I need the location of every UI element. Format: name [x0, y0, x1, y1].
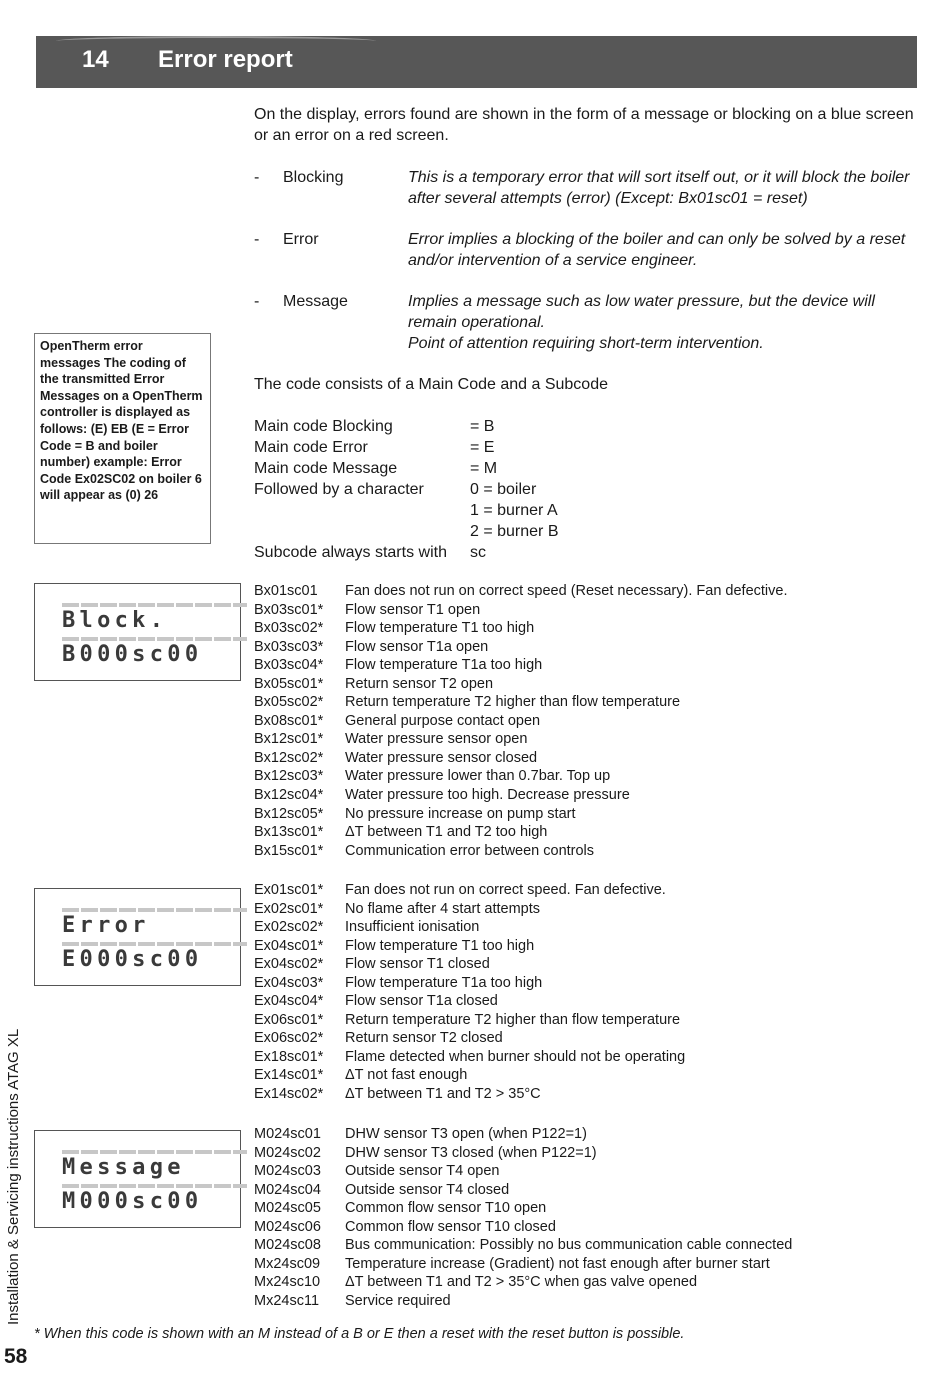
code-description: Service required: [345, 1292, 451, 1309]
code-row: [254, 1029, 914, 1048]
code-description: Return temperature T2 higher than flow temperature: [345, 694, 681, 711]
code-row: [254, 1011, 914, 1030]
code-row: [254, 881, 914, 900]
code-id: M024sc06: [254, 1218, 321, 1235]
definition-desc: This is a temporary error that will sort itself out, or it will block the boiler after several attempts (error) (Except: Bx01sc01 = reset): [408, 169, 910, 207]
lcd-cell-strip: [62, 603, 247, 607]
code-id: M024sc08: [254, 1237, 321, 1254]
code-id: M024sc05: [254, 1200, 321, 1217]
code-id: Bx05sc02*: [254, 694, 324, 711]
lcd-cell-strip: [62, 1150, 247, 1154]
code-row: [254, 693, 914, 712]
code-row: [254, 1292, 914, 1311]
code-id: Ex04sc03*: [254, 974, 324, 991]
code-row: [254, 749, 914, 768]
code-row: [254, 937, 914, 956]
code-description: Flow temperature T1a too high: [345, 657, 543, 674]
lcd-error-display: [34, 888, 241, 986]
code-id: Bx03sc04*: [254, 657, 324, 674]
code-id: M024sc04: [254, 1181, 321, 1198]
main-code-value: = M: [470, 460, 498, 477]
opentherm-note: OpenTherm error messages The coding of the transmitted Error Messages on a OpenTherm controller is displayed as follows: (E) EB (E = Error Code = B and boiler number) example: Error Code Ex02SC02 on boiler 6 will appear as (0) 26: [34, 333, 211, 544]
code-description: ΔT not fast enough: [345, 1067, 468, 1084]
code-description: Flow sensor T1 open: [345, 601, 481, 618]
lcd-cell-strip: [62, 908, 247, 912]
code-description: Outside sensor T4 open: [345, 1163, 500, 1180]
code-id: Ex18sc01*: [254, 1048, 324, 1065]
code-description: No flame after 4 start attempts: [345, 900, 541, 917]
code-row: [254, 1199, 914, 1218]
code-row: [254, 992, 914, 1011]
code-id: Ex14sc01*: [254, 1067, 324, 1084]
code-description: Water pressure too high. Decrease pressure: [345, 787, 630, 804]
page-number: 58: [4, 1345, 28, 1368]
code-description: Flow sensor T1 closed: [345, 956, 490, 973]
code-id: Ex04sc04*: [254, 993, 324, 1010]
code-id: Bx12sc01*: [254, 731, 324, 748]
footnote: * When this code is shown with an M instead of a B or E then a reset with the reset button is possible.: [34, 1326, 685, 1342]
code-id: Bx12sc02*: [254, 749, 324, 766]
main-code-value: 1 = burner A: [470, 502, 558, 519]
definition-desc: Error implies a blocking of the boiler and can only be solved by a reset and/or intervention of a service engineer.: [408, 231, 906, 269]
code-description: Flow sensor T1a open: [345, 638, 489, 655]
main-code-label: Followed by a character: [254, 481, 424, 498]
code-description: Flow temperature T1 too high: [345, 937, 535, 954]
definition-desc-part: Point of attention requiring short-term intervention.: [408, 335, 764, 352]
lcd-line: B000sc00: [62, 642, 203, 667]
code-id: Bx15sc01*: [254, 842, 324, 859]
definition-term: Message: [283, 293, 348, 310]
code-id: M024sc03: [254, 1163, 321, 1180]
code-id: Bx03sc02*: [254, 620, 324, 637]
code-description: Bus communication: Possibly no bus communication cable connected: [345, 1237, 793, 1254]
code-id: Ex04sc01*: [254, 937, 324, 954]
code-description: Fan does not run on correct speed. Fan defective.: [345, 882, 666, 898]
definition-term: Blocking: [283, 169, 344, 186]
main-code-label: Subcode always starts with: [254, 544, 447, 561]
code-row: [254, 582, 914, 601]
code-row: [254, 918, 914, 937]
section-title: Error report: [158, 46, 293, 73]
code-description: Flow sensor T1a closed: [345, 993, 498, 1010]
code-row: [254, 730, 914, 749]
main-code-value: 0 = boiler: [470, 481, 537, 498]
code-id: Mx24sc09: [254, 1255, 321, 1272]
code-id: M024sc01: [254, 1126, 321, 1142]
lcd-line: Message: [62, 1155, 185, 1180]
code-description: Temperature increase (Gradient) not fast enough after burner start: [345, 1255, 770, 1272]
main-code-row: [254, 479, 654, 500]
code-description: Communication error between controls: [345, 842, 595, 859]
lcd-line: Block.: [62, 608, 168, 633]
code-description: Return sensor T2 closed: [345, 1030, 503, 1047]
message-code-list: [254, 1125, 914, 1310]
code-id: Bx12sc04*: [254, 787, 324, 804]
main-code-label: Main code Blocking: [254, 418, 393, 435]
lcd-blocking-display: [34, 583, 241, 681]
code-description: ΔT between T1 and T2 too high: [345, 824, 548, 841]
code-description: Outside sensor T4 closed: [345, 1181, 510, 1198]
main-code-value: = B: [470, 418, 495, 435]
code-row: [254, 900, 914, 919]
code-id: Bx08sc01*: [254, 712, 324, 729]
code-description: DHW sensor T3 open (when P122=1): [345, 1126, 587, 1142]
main-code-value: = E: [470, 439, 495, 456]
code-row: [254, 1085, 914, 1104]
code-id: Bx12sc05*: [254, 805, 324, 822]
code-id: M024sc02: [254, 1144, 321, 1161]
code-description: Return sensor T2 open: [345, 675, 494, 692]
main-code-row: [254, 458, 654, 479]
code-row: [254, 712, 914, 731]
code-description: DHW sensor T3 closed (when P122=1): [345, 1144, 597, 1161]
code-id: Ex02sc01*: [254, 900, 324, 917]
code-description: General purpose contact open: [345, 712, 541, 729]
code-row: [254, 823, 914, 842]
code-description: Return temperature T2 higher than flow temperature: [345, 1011, 681, 1028]
code-id: Ex04sc02*: [254, 956, 324, 973]
lcd-line: M000sc00: [62, 1189, 203, 1214]
definition-term: Error: [283, 231, 319, 248]
code-row: [254, 974, 914, 993]
code-row: [254, 601, 914, 620]
code-row: [254, 1181, 914, 1200]
main-code-row: [254, 416, 654, 437]
side-label: Installation & Servicing instructions ATAG XL: [5, 1028, 22, 1325]
code-id: Ex06sc01*: [254, 1011, 324, 1028]
code-row: [254, 1162, 914, 1181]
main-code-value: 2 = burner B: [470, 523, 559, 540]
code-row: [254, 675, 914, 694]
code-row: [254, 1218, 914, 1237]
main-code-row: [254, 437, 654, 458]
lcd-cell-strip: [62, 1184, 247, 1188]
main-code-label: Main code Error: [254, 439, 368, 456]
blocking-code-list: [254, 582, 914, 860]
main-code-row: [254, 542, 654, 563]
code-id: Bx13sc01*: [254, 824, 324, 841]
error-code-list: [254, 881, 914, 1104]
code-description: Flame detected when burner should not be operating: [345, 1048, 686, 1065]
main-code-row: [254, 500, 654, 521]
code-row: [254, 1236, 914, 1255]
code-description: Water pressure sensor closed: [345, 749, 538, 766]
code-row: [254, 638, 914, 657]
code-row: [254, 656, 914, 675]
code-row: [254, 619, 914, 638]
header-swoosh: [56, 36, 376, 46]
code-id: Ex01sc01*: [254, 882, 324, 898]
code-id: Ex02sc02*: [254, 919, 324, 936]
section-number: 14: [82, 46, 109, 73]
code-description: Common flow sensor T10 closed: [345, 1218, 556, 1235]
code-id: Ex06sc02*: [254, 1030, 324, 1047]
main-code-table: [254, 416, 654, 563]
code-row: [254, 1048, 914, 1067]
code-id: Mx24sc11: [254, 1292, 320, 1309]
lcd-message-display: [34, 1130, 241, 1228]
code-row: [254, 1125, 914, 1144]
code-id: Bx03sc01*: [254, 601, 324, 618]
definition-dash: -: [254, 231, 260, 248]
code-row: [254, 767, 914, 786]
code-intro: The code consists of a Main Code and a Subcode: [254, 376, 608, 393]
code-row: [254, 955, 914, 974]
code-id: Bx12sc03*: [254, 768, 324, 785]
code-description: ΔT between T1 and T2 > 35°C when gas valve opened: [345, 1274, 698, 1291]
code-description: ΔT between T1 and T2 > 35°C: [345, 1086, 541, 1103]
intro-paragraph: On the display, errors found are shown in the form of a message or blocking on a blue screen or an error on a red screen.: [254, 106, 914, 144]
code-description: Flow temperature T1 too high: [345, 620, 535, 637]
code-description: Fan does not run on correct speed (Reset necessary). Fan defective.: [345, 583, 788, 599]
code-description: Flow temperature T1a too high: [345, 974, 543, 991]
lcd-cell-strip: [62, 942, 247, 946]
definition-desc-part: Implies a message such as low water pressure, but the device will remain operational.: [408, 293, 875, 331]
code-row: [254, 786, 914, 805]
code-row: [254, 805, 914, 824]
main-code-label: Main code Message: [254, 460, 398, 477]
lcd-cell-strip: [62, 637, 247, 641]
code-description: Insufficient ionisation: [345, 919, 480, 936]
code-row: [254, 1144, 914, 1163]
code-description: Water pressure sensor open: [345, 731, 528, 748]
main-code-value: sc: [470, 544, 486, 561]
lcd-line: Error: [62, 913, 150, 938]
code-row: [254, 1273, 914, 1292]
definition-desc: [408, 291, 920, 354]
code-row: [254, 1066, 914, 1085]
code-id: Bx03sc03*: [254, 638, 324, 655]
code-row: [254, 1255, 914, 1274]
code-description: Water pressure lower than 0.7bar. Top up: [345, 768, 611, 785]
main-code-row: [254, 521, 654, 542]
code-description: No pressure increase on pump start: [345, 805, 576, 822]
code-id: Bx05sc01*: [254, 675, 324, 692]
definition-dash: -: [254, 293, 260, 310]
code-id: Bx01sc01: [254, 583, 318, 599]
code-id: Mx24sc10: [254, 1274, 321, 1291]
code-description: Common flow sensor T10 open: [345, 1200, 547, 1217]
lcd-line: E000sc00: [62, 947, 203, 972]
code-row: [254, 842, 914, 861]
definition-dash: -: [254, 169, 260, 186]
code-id: Ex14sc02*: [254, 1086, 324, 1103]
section-header: [36, 36, 917, 88]
